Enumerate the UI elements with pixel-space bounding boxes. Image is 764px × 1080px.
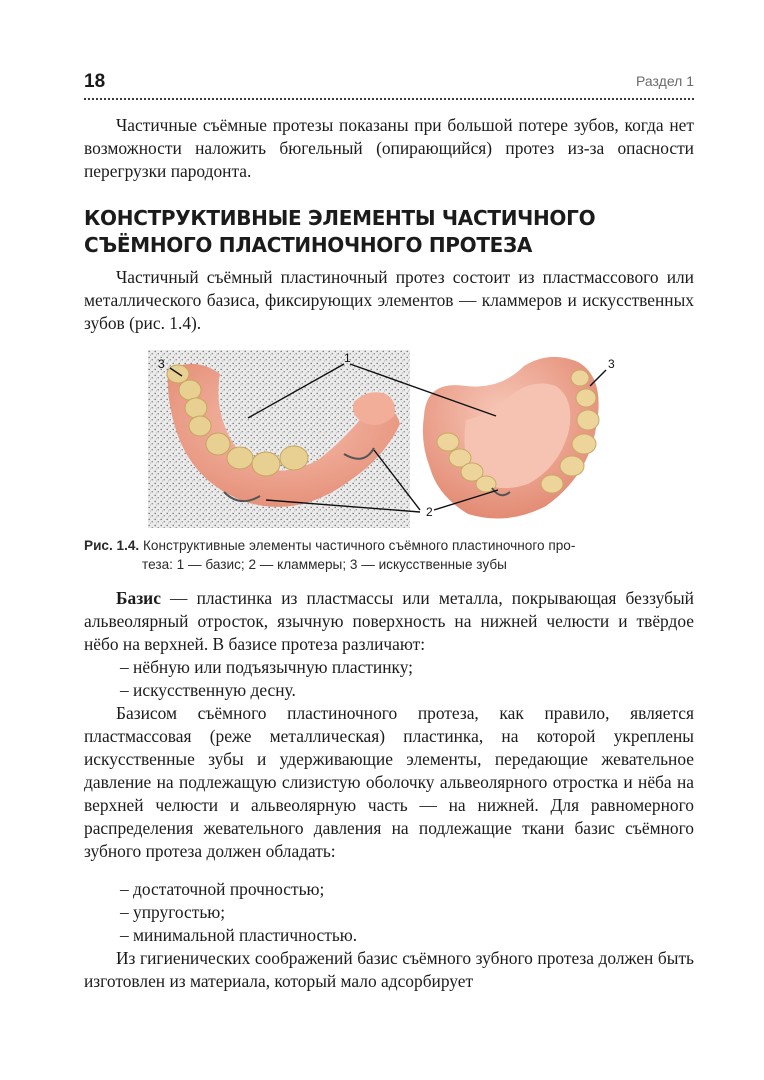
running-section-title: Раздел 1 [636, 73, 694, 89]
list-item: – нёбную или подъязычную пластинку; [120, 657, 414, 677]
page-number: 18 [84, 71, 106, 92]
caption-line-2: теза: 1 — базис; 2 — кламмеры; 3 — искусственные зубы [142, 557, 507, 572]
figure-caption [84, 536, 694, 574]
heading-line-1: КОНСТРУКТИВНЫЕ ЭЛЕМЕНТЫ ЧАСТИЧНОГО [84, 206, 596, 230]
basis-definition-block [84, 587, 694, 702]
caption-label: Рис. 1.4. [84, 538, 140, 553]
composition-paragraph: Частичный съёмный пластиночный протез состоит из пластмассового или металлического базиса, фиксирующих элементов — кламмеров и искусственных зубов (рис. 1.4). [84, 267, 694, 333]
basis-term: Базис [116, 588, 161, 608]
hygiene-paragraph: Из гигиенических соображений базис съёмного зубного протеза должен быть изготовлен из материала, который мало адсорбирует [84, 948, 694, 991]
list-item: – минимальной пластичностью. [120, 925, 358, 945]
basis-definition [84, 587, 694, 656]
caption-text-1: Конструктивные элементы частичного съёмного пластиночного про- [139, 538, 576, 553]
requirements-list [84, 878, 694, 947]
callout-label-3-left: 3 [158, 357, 165, 371]
list-item: – упругостью; [120, 902, 226, 922]
page-header [84, 70, 694, 100]
heading-line-2: СЪЁМНОГО ПЛАСТИНОЧНОГО ПРОТЕЗА [84, 233, 533, 257]
section-heading [84, 205, 694, 259]
intro-paragraph: Частичные съёмные протезы показаны при большой потере зубов, когда нет возможности наложить бюгельный (опирающийся) протез из-за опасности перегрузки пародонта. [84, 115, 694, 181]
list-item: – искусственную десну. [120, 680, 296, 700]
list-item: – достаточной прочностью; [120, 879, 325, 899]
callout-label-2: 2 [426, 505, 433, 519]
callout-label-1: 1 [344, 351, 351, 365]
caption-line-1 [84, 536, 694, 555]
denture-photos [148, 350, 628, 528]
upper-denture-photo [414, 350, 628, 528]
basis-definition-text: — пластинка из пластмассы или металла, покрывающая беззубый альвеолярный отросток, язычную поверхность на нижней челюсти и твёрдое нёбо на верхней. В базисе протеза различают: [84, 588, 694, 654]
basis-function-paragraph: Базисом съёмного пластиночного протеза, как правило, является пластмассовая (реже металлическая) пластинка, на которой укреплены искусственные зубы и удерживающие элементы, передающие жевательное давление на подлежащую слизистую оболочку альвеолярного отростка и нёба на верхней челюсти и альвеолярную часть — на нижней. Для равномерного распределения жевательного давления на подлежащие ткани базис съёмного зубного протеза должен обладать: [84, 703, 694, 861]
figure-1-4 [148, 350, 628, 528]
callout-label-3-right: 3 [608, 357, 615, 371]
